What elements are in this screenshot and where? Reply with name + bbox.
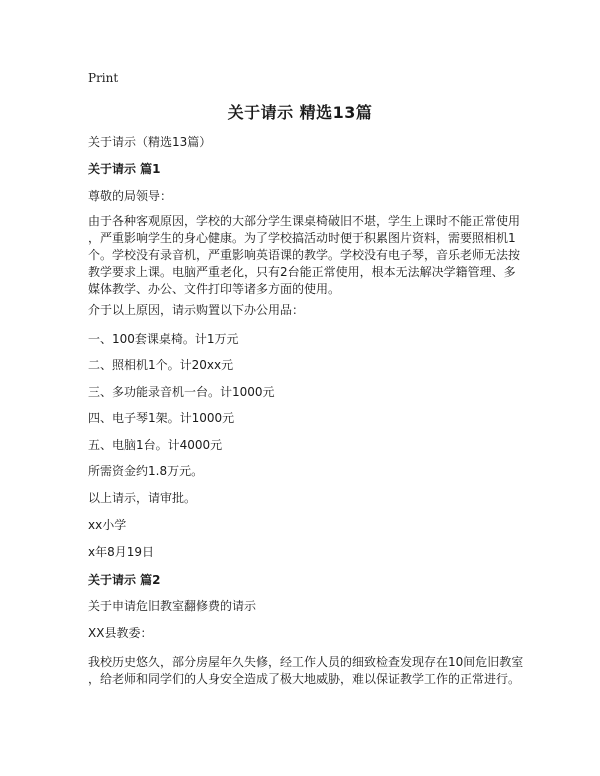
list-item: 五、电脑1台。计4000元 [88, 438, 223, 452]
subject-line: 关于申请危旧教室翻修费的请示 [88, 599, 257, 613]
body-line: ，给老师和同学们的人身安全造成了极大地威胁，难以保证教学工作的正常进行。 [88, 672, 521, 686]
intro-text: 介于以上原因，请示购置以下办公用品： [88, 303, 305, 317]
body-line: 个。学校没有录音机，严重影响英语课的教学。学校没有电子琴，音乐老师无法按 [88, 248, 521, 262]
body-line: ，严重影响学生的身心健康。为了学校搞活动时便于积累图片资料，需要照相机1 [88, 231, 516, 245]
body-line: 由于各种客观原因，学校的大部分学生课桌椅破旧不堪，学生上课时不能正常使用 [88, 214, 521, 228]
section-heading-2: 关于请示 篇2 [88, 573, 161, 587]
body-paragraph-1 [88, 213, 521, 298]
section-heading-1: 关于请示 篇1 [88, 162, 161, 176]
salutation-1: 尊敬的局领导： [88, 189, 173, 203]
salutation-2: XX县教委： [88, 626, 153, 640]
list-item: 四、电子琴1架。计1000元 [88, 411, 235, 425]
list-item: 二、照相机1个。计20xx元 [88, 358, 234, 372]
closing-text: 以上请示，请审批。 [88, 491, 197, 505]
list-item: 三、多功能录音机一台。计1000元 [88, 385, 275, 399]
list-item: 一、100套课桌椅。计1万元 [88, 332, 239, 346]
signature: xx小学 [88, 518, 127, 532]
print-link[interactable]: Print [88, 71, 119, 85]
date: x年8月19日 [88, 545, 155, 559]
body-line: 教学要求上课。电脑严重老化，只有2台能正常使用，根本无法解决学籍管理、多 [88, 265, 516, 279]
body-line: 我校历史悠久，部分房屋年久失修，经工作人员的细致检查发现存在10间危旧教室 [88, 655, 524, 669]
document-subtitle: 关于请示（精选13篇） [88, 135, 212, 149]
body-paragraph-2 [88, 654, 524, 688]
total-text: 所需资金约1.8万元。 [88, 464, 204, 478]
body-line: 媒体教学、办公、文件打印等诸多方面的使用。 [88, 282, 341, 296]
document-title: 关于请示 精选13篇 [227, 103, 373, 122]
